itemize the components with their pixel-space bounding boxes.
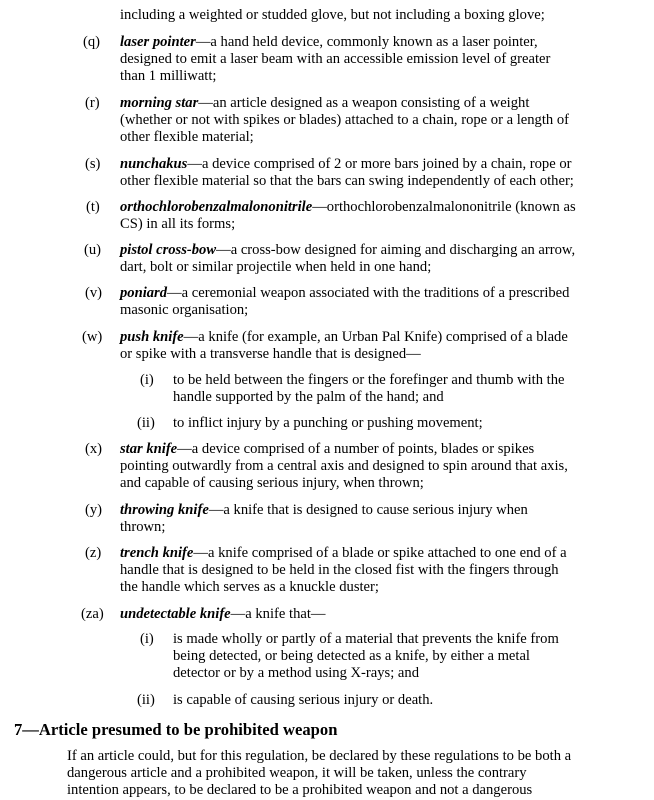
sub-item-label: (ii) xyxy=(137,692,155,708)
definition-line: star knife—a device comprised of a number of points, blades or spikes xyxy=(120,441,535,457)
definition-line: pointing outwardly from a central axis and designed to spin around that axis, xyxy=(120,458,568,474)
item-label: (t) xyxy=(86,199,100,215)
definition-line: being detected, or being detected as a knife, by either a metal xyxy=(173,648,530,664)
definition-line: pistol cross-bow—a cross-bow designed for aiming and discharging an arrow, xyxy=(120,242,576,258)
definition-line: other flexible material; xyxy=(120,129,254,145)
definition-line: push knife—a knife (for example, an Urban Pal Knife) comprised of a blade xyxy=(120,329,568,345)
definition-line: the handle which serves as a knuckle duster; xyxy=(120,579,379,595)
continuation-line: including a weighted or studded glove, but not including a boxing glove; xyxy=(120,7,545,23)
definition-line: CS) in all its forms; xyxy=(120,216,236,232)
body-line: If an article could, but for this regulation, be declared by these regulations to be both a xyxy=(67,748,572,764)
item-label: (u) xyxy=(84,242,102,258)
sub-item-label: (i) xyxy=(140,372,154,388)
definition-line: throwing knife—a knife that is designed to cause serious injury when xyxy=(120,502,528,518)
definition-line: orthochlorobenzalmalononitrile—orthochlorobenzalmalononitrile (known as xyxy=(120,199,576,215)
definition-line: designed to emit a laser beam with an accessible emission level of greater xyxy=(120,51,551,67)
defined-term: push knife xyxy=(120,329,184,345)
defined-term: undetectable knife xyxy=(120,606,231,622)
item-label: (q) xyxy=(83,34,101,50)
definition-line: is made wholly or partly of a material that prevents the knife from xyxy=(173,631,559,647)
definition-line: masonic organisation; xyxy=(120,302,249,318)
definition-line: nunchakus—a device comprised of 2 or more bars joined by a chain, rope or xyxy=(120,156,572,172)
definition-line: to be held between the fingers or the forefinger and thumb with the xyxy=(173,372,565,388)
body-line: intention appears, to be declared to be a prohibited weapon and not a dangerous xyxy=(67,782,533,798)
defined-term: star knife xyxy=(120,441,178,457)
definition-line: detector or by a method using X-rays; and xyxy=(173,665,419,681)
definition-line: laser pointer—a hand held device, commonly known as a laser pointer, xyxy=(120,34,538,50)
defined-term: orthochlorobenzalmalononitrile xyxy=(120,199,313,215)
item-label: (x) xyxy=(85,441,103,457)
sub-item-label: (ii) xyxy=(137,415,155,431)
body-line: dangerous article and a prohibited weapon, it will be taken, unless the contrary xyxy=(67,765,527,781)
defined-term: morning star xyxy=(120,95,199,111)
definition-line: handle supported by the palm of the hand; and xyxy=(173,389,444,405)
item-label: (r) xyxy=(85,95,100,111)
definition-line: undetectable knife—a knife that— xyxy=(120,606,326,622)
definition-line: dart, bolt or similar projectile when held in one hand; xyxy=(120,259,432,275)
defined-term: nunchakus xyxy=(120,156,188,172)
defined-term: poniard xyxy=(120,285,168,301)
definition-line: morning star—an article designed as a weapon consisting of a weight xyxy=(120,95,530,111)
item-label: (za) xyxy=(81,606,104,622)
definition-line: and capable of causing serious injury, when thrown; xyxy=(120,475,424,491)
definition-line: (whether or not with spikes or blades) attached to a chain, rope or a length of xyxy=(120,112,570,128)
definition-line: other flexible material so that the bars can swing independently of each other; xyxy=(120,173,574,189)
defined-term: laser pointer xyxy=(120,34,196,50)
defined-term: pistol cross-bow xyxy=(120,242,217,258)
sub-item-label: (i) xyxy=(140,631,154,647)
definition-line: than 1 milliwatt; xyxy=(120,68,217,84)
defined-term: throwing knife xyxy=(120,502,209,518)
definition-line: or spike with a transverse handle that is designed— xyxy=(120,346,421,362)
item-label: (v) xyxy=(85,285,103,301)
item-label: (s) xyxy=(85,156,101,172)
definition-line: thrown; xyxy=(120,519,166,535)
item-label: (z) xyxy=(85,545,102,561)
item-label: (y) xyxy=(85,502,103,518)
definition-line: is capable of causing serious injury or death. xyxy=(173,692,434,708)
definition-line: handle that is designed to be held in the closed fist with the fingers through xyxy=(120,562,559,578)
definition-line: trench knife—a knife comprised of a blade or spike attached to one end of a xyxy=(120,545,567,561)
definition-line: poniard—a ceremonial weapon associated with the traditions of a prescribed xyxy=(120,285,570,301)
item-label: (w) xyxy=(82,329,103,345)
defined-term: trench knife xyxy=(120,545,194,561)
definition-line: to inflict injury by a punching or pushing movement; xyxy=(173,415,483,431)
section-heading: 7—Article presumed to be prohibited weapon xyxy=(14,720,338,739)
